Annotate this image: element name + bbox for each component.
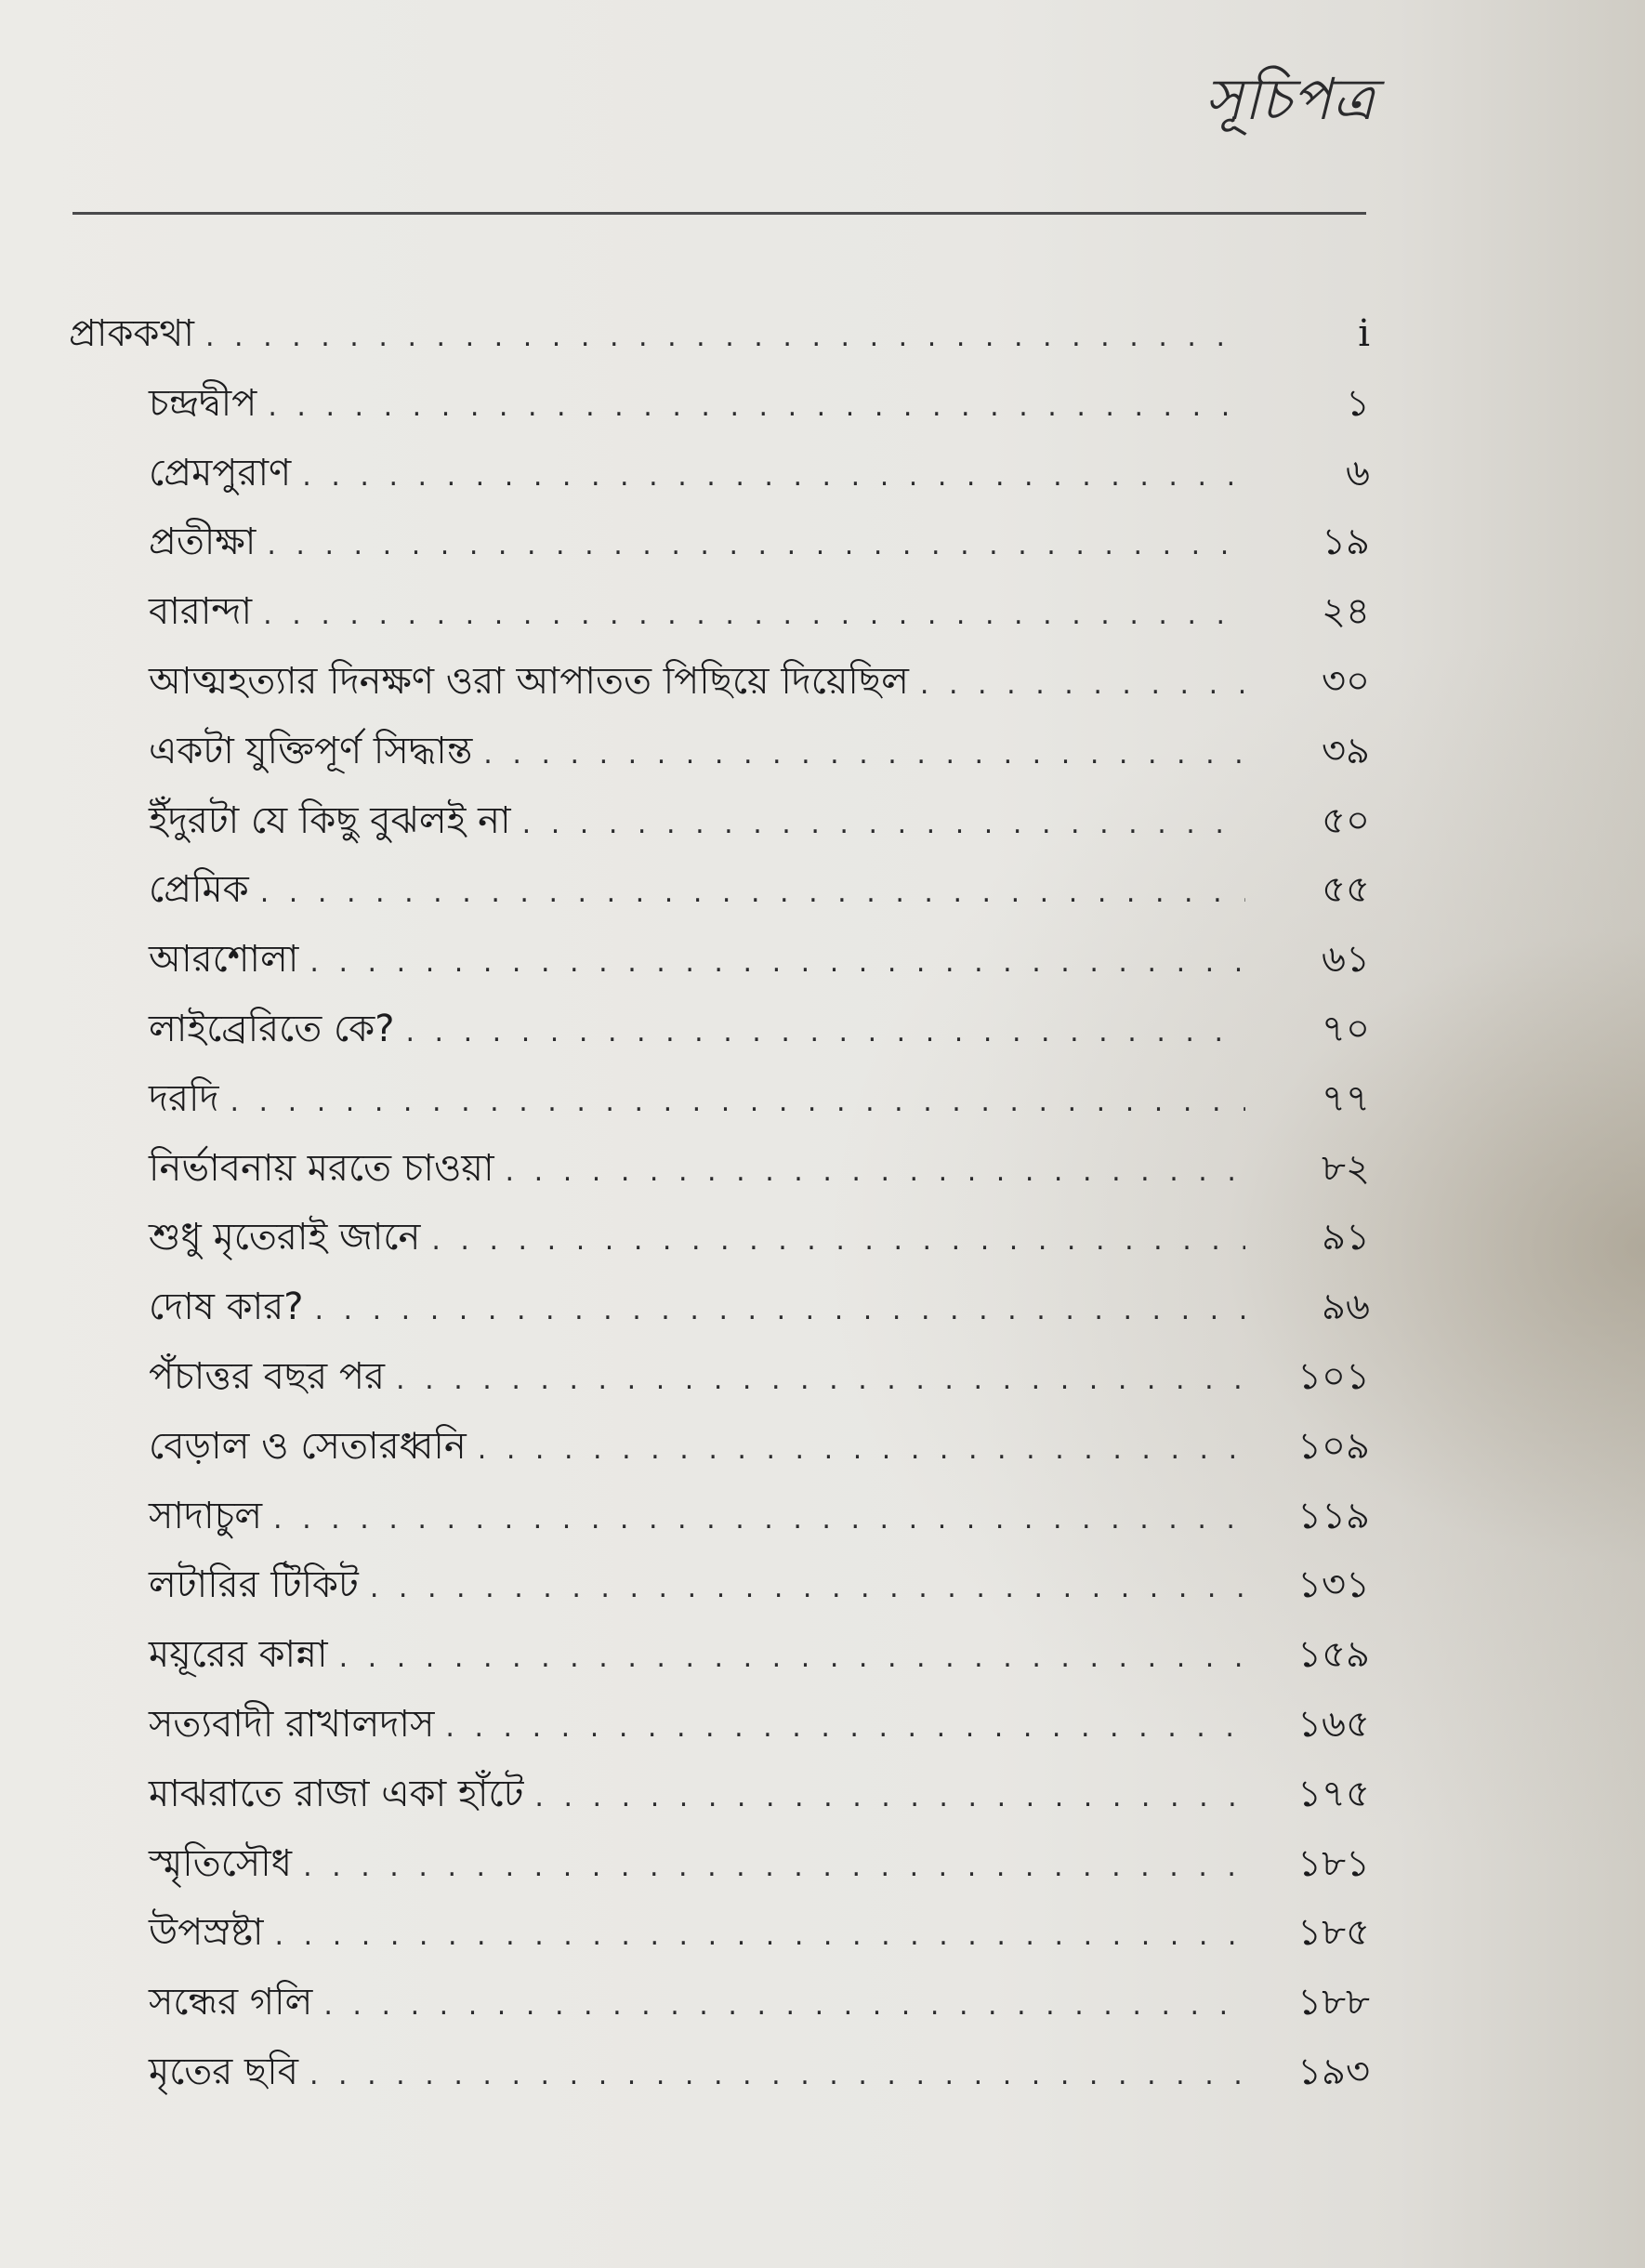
toc-entry-title: প্রাককথা	[69, 312, 194, 355]
toc-entry-title: প্রেমপুরাণ	[149, 451, 292, 494]
dot-leader	[263, 581, 1245, 651]
dot-leader	[323, 1971, 1245, 2041]
toc-entry-page: ৯১	[1322, 1216, 1370, 1259]
toc-entry	[0, 2037, 1645, 2107]
toc-entry-title: বারান্দা	[149, 590, 253, 634]
toc-entry-title: দোষ কার?	[149, 1286, 304, 1329]
toc-entry-page: ৭০	[1321, 1007, 1370, 1050]
page-heading: সূচিপত্র	[1204, 65, 1375, 133]
table-of-contents	[0, 299, 1645, 2107]
toc-entry-page: ৭৭	[1321, 1076, 1370, 1120]
toc-entry-title: স্মৃতিসৌধ	[149, 1841, 293, 1885]
toc-entry	[0, 1342, 1645, 1412]
toc-entry-title: প্রতীক্ষা	[149, 521, 257, 564]
toc-entry	[0, 1272, 1645, 1342]
toc-entry-page: ৩৯	[1322, 729, 1370, 772]
toc-entry-title: সত্যবাদী রাখালদাস	[149, 1702, 435, 1746]
toc-entry	[0, 647, 1645, 717]
dot-leader	[405, 998, 1245, 1068]
toc-entry-page: ১৯	[1322, 521, 1370, 564]
toc-entry-page: ১৩১	[1297, 1563, 1370, 1607]
toc-entry-page: ৬১	[1322, 938, 1370, 982]
toc-entry	[0, 855, 1645, 925]
toc-entry-page: ১৯৩	[1297, 2050, 1370, 2093]
toc-entry-title: সন্ধের গলি	[149, 1981, 313, 2024]
toc-entry-title: লটারির টিকিট	[149, 1563, 359, 1607]
toc-entry-title: ইঁদুরটা যে কিছু বুঝলই না	[149, 798, 511, 842]
toc-entry	[0, 1134, 1645, 1204]
heading-rule	[72, 212, 1366, 215]
toc-entry-page: ১১৯	[1297, 1494, 1370, 1537]
toc-entry	[0, 577, 1645, 647]
dot-leader	[483, 720, 1245, 790]
dot-leader	[920, 651, 1245, 720]
toc-entry-page: ১০৯	[1297, 1424, 1370, 1468]
toc-entry-title: শুধু মৃতেরাই জানে	[149, 1216, 421, 1259]
dot-leader	[230, 1068, 1245, 1138]
toc-entry-page: i	[1358, 312, 1370, 355]
toc-entry-page: ২৪	[1322, 590, 1370, 634]
toc-entry-page: ১৭৫	[1297, 1772, 1370, 1815]
dot-leader	[370, 1554, 1245, 1624]
dot-leader	[396, 1346, 1245, 1416]
toc-entry-title: আত্মহত্যার দিনক্ষণ ওরা আপাতত পিছিয়ে দিয়েছিল	[149, 659, 909, 703]
dot-leader	[506, 1138, 1245, 1207]
toc-entry	[0, 1829, 1645, 1899]
dot-leader	[478, 1416, 1245, 1485]
toc-entry-page: ১৮৮	[1297, 1981, 1370, 2024]
toc-entry-page: ১৮৫	[1297, 1911, 1370, 1955]
toc-entry-title: মাঝরাতে রাজা একা হাঁটে	[149, 1772, 524, 1815]
toc-entry-page: ১৫৯	[1297, 1633, 1370, 1677]
dot-leader	[205, 303, 1245, 373]
dot-leader	[303, 1833, 1245, 1903]
toc-entry-title: লাইব্রেরিতে কে?	[149, 1007, 395, 1050]
toc-entry	[0, 717, 1645, 786]
toc-entry-title: উপস্রষ্টা	[149, 1911, 264, 1955]
dot-leader	[302, 442, 1245, 512]
toc-entry-title: একটা যুক্তিপূর্ণ সিদ্ধান্ত	[149, 729, 473, 772]
toc-entry-page: ৩০	[1321, 659, 1370, 703]
toc-entry-title: দরদি	[149, 1076, 219, 1120]
toc-entry	[0, 439, 1645, 508]
toc-entry-title: চন্দ্রদ্বীপ	[149, 381, 257, 425]
toc-entry	[0, 1550, 1645, 1620]
toc-entry	[0, 1760, 1645, 1829]
toc-entry-title: বেড়াল ও সেতারধ্বনি	[149, 1424, 467, 1468]
dot-leader	[431, 1207, 1245, 1276]
toc-entry	[0, 786, 1645, 856]
toc-entry	[0, 1203, 1645, 1272]
toc-entry-title: ময়ূরের কান্না	[149, 1633, 328, 1677]
toc-entry	[0, 1482, 1645, 1551]
toc-entry-page: ৯৬	[1322, 1286, 1370, 1329]
toc-entry-front-matter	[0, 299, 1645, 369]
toc-entry-page: ৬	[1345, 451, 1370, 494]
toc-entry-page: ৮২	[1322, 1146, 1370, 1190]
toc-entry	[0, 1898, 1645, 1968]
dot-leader	[314, 1276, 1245, 1346]
dot-leader	[275, 1902, 1245, 1971]
toc-entry-title: আরশোলা	[149, 938, 299, 982]
toc-entry	[0, 1620, 1645, 1690]
toc-entry	[0, 508, 1645, 577]
toc-entry-title: নির্ভাবনায় মরতে চাওয়া	[149, 1146, 494, 1190]
toc-entry	[0, 369, 1645, 439]
toc-entry-page: ১৮১	[1297, 1841, 1370, 1885]
toc-entry-title: প্রেমিক	[149, 868, 249, 912]
dot-leader	[445, 1694, 1245, 1763]
toc-entry-page: ১৬৫	[1297, 1702, 1370, 1746]
dot-leader	[339, 1624, 1245, 1694]
dot-leader	[309, 2041, 1245, 2111]
toc-entry-title: পঁচাত্তর বছর পর	[149, 1354, 386, 1398]
toc-entry-page: ১	[1346, 381, 1370, 425]
toc-entry	[0, 1968, 1645, 2037]
dot-leader	[260, 859, 1245, 929]
toc-entry-page: ৫৫	[1322, 868, 1370, 912]
dot-leader	[309, 929, 1245, 998]
toc-entry	[0, 1412, 1645, 1482]
toc-entry-title: সাদাচুল	[149, 1494, 263, 1537]
dot-leader	[522, 790, 1245, 860]
toc-entry	[0, 1064, 1645, 1134]
toc-entry	[0, 1690, 1645, 1760]
toc-entry-page: ১০১	[1297, 1354, 1370, 1398]
toc-entry	[0, 925, 1645, 995]
toc-entry	[0, 995, 1645, 1064]
dot-leader	[273, 1485, 1245, 1555]
dot-leader	[267, 511, 1245, 581]
toc-entry-page: ৫০	[1322, 798, 1370, 842]
dot-leader	[268, 373, 1245, 442]
dot-leader	[534, 1763, 1245, 1833]
toc-entry-title: মৃতের ছবি	[149, 2050, 298, 2093]
